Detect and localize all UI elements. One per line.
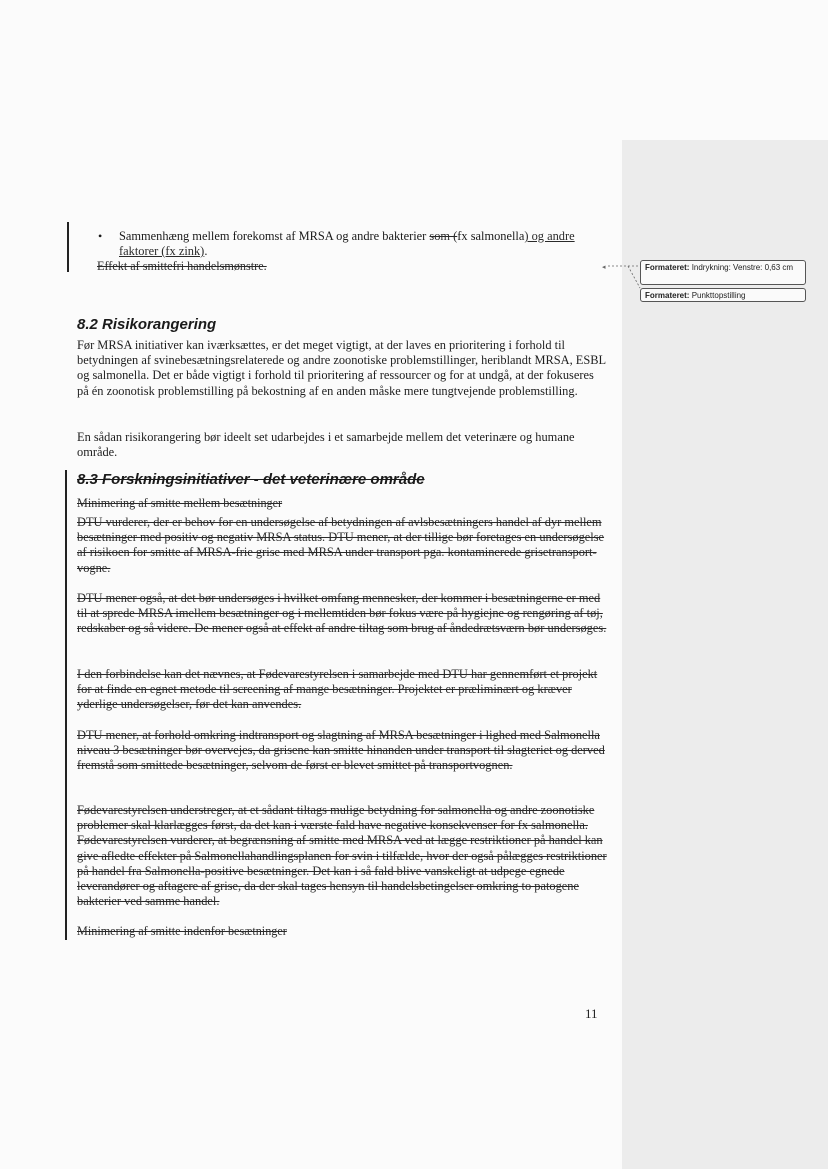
paragraph-text: Fødevarestyrelsen understreger, at et sådant tiltags mulige betydning for salmonella og andre zoonotiske problemer skal klarlægges først, da det kan i værste fald have negative konsekvenser for fx salmonella. Fødevarestyrelsen vurderer, at begrænsning af smitte med MRSA ved at lægge restriktioner på handel kan give afledte effekter på Salmonellahandlingsplanen for svin i tilfælde, hvor der også pålægges restriktioner på handel fra Salmonella-positive besætninger. Det kan i så fald blive vanskeligt at udpege egnede leverandører og aftagere af grise, da der skal tages hensyn til handelsbetingelser omkring to patogene bakterier ved samme handel. bbox=[77, 803, 607, 909]
paragraph-text: I den forbindelse kan det nævnes, at Fødevarestyrelsen i samarbejde med DTU har gennemført et projekt for at finde en egnet metode til screening af mange besætninger. Projektet er præliminært og kræver yderlige undersøgelser, før det kan anvendes. bbox=[77, 667, 598, 712]
section-heading: 8.2 Risikorangering bbox=[77, 316, 217, 333]
deleted-paragraph bbox=[77, 803, 607, 909]
deleted-paragraph bbox=[77, 667, 607, 713]
inserted-text: ) og andre bbox=[524, 229, 575, 243]
subheading-deleted: Minimering af smitte mellem besætninger bbox=[77, 496, 283, 510]
paragraph-text: DTU mener, at forhold omkring indtransport og slagtning af MRSA besætninger i lighed med Salmonella niveau 3 besætninger bør overvejes, da grisene kan smitte hinanden under transport til slagteriet og derved fremstå som smittede besætninger, selvom de først er blevet smittet på transportvognen. bbox=[77, 728, 605, 773]
deleted-paragraph bbox=[77, 728, 607, 774]
bullet-marker: • bbox=[98, 229, 103, 243]
balloon-label: Formateret: bbox=[645, 291, 690, 300]
paragraph-text: DTU vurderer, der er behov for en undersøgelse af betydningen af avlsbesætningers handel af dyr mellem besætninger med positiv og negativ MRSA status. DTU mener, at der tillige bør foretages en undersøgelse af risikoen for smitte af MRSA-frie grise med MRSA under transport pga. kontaminerede grisetransport-vogne. bbox=[77, 515, 605, 575]
deleted-bullet-line: Effekt af smittefri handelsmønstre. bbox=[97, 259, 267, 273]
balloon-text: Punkttopstilling bbox=[691, 291, 746, 300]
deleted-paragraph bbox=[77, 515, 607, 576]
format-comment-balloon[interactable] bbox=[640, 288, 806, 302]
deleted-paragraph bbox=[77, 591, 607, 637]
deleted-text: som ( bbox=[429, 229, 458, 243]
balloon-text: Indrykning: Venstre: 0,63 cm bbox=[691, 263, 794, 272]
change-bar bbox=[65, 470, 67, 940]
format-comment-balloon[interactable] bbox=[640, 260, 806, 285]
change-bar bbox=[67, 222, 69, 272]
svg-text:◂: ◂ bbox=[602, 263, 606, 271]
inserted-text: faktorer (fx zink) bbox=[119, 244, 205, 258]
page-number: 11 bbox=[585, 1006, 598, 1021]
paragraph-text: Før MRSA initiativer kan iværksættes, er det meget vigtigt, at der laves en prioritering i forhold til betydningen af svinebesætningsrelaterede og andre zoonotiske problemstillinger, heriblandt MRSA, ESBL og salmonella. Det er både vigtigt i forhold til prioritering af ressourcer og for at undgå, at der fokuseres på én zoonotisk problemstilling på bekostning af en anden måske mere tungtvejende problemstilling. bbox=[77, 338, 606, 398]
paragraph-text: En sådan risikorangering bør ideelt set udarbejdes i et samarbejde mellem det veterinære og humane område. bbox=[77, 430, 575, 460]
balloon-connector bbox=[600, 258, 645, 298]
subheading-deleted: Minimering af smitte indenfor besætninger bbox=[77, 924, 287, 938]
paragraph bbox=[77, 338, 607, 399]
balloon-label: Formateret: bbox=[645, 263, 690, 272]
paragraph bbox=[77, 430, 607, 460]
paragraph-text: DTU mener også, at det bør undersøges i hvilket omfang mennesker, der kommer i besætningerne er med til at sprede MRSA imellem besætninger og i mellemtiden bør fokus være på hygiejne og rengøring af tøj, redskaber og så videre. De mener også at effekt af andre tiltag som brug af åndedrætsværn bør undersøges. bbox=[77, 591, 607, 636]
section-heading-deleted: 8.3 Forskningsinitiativer - det veterinære område bbox=[77, 471, 425, 488]
bullet-text: Sammenhæng mellem forekomst af MRSA og andre bakterier bbox=[119, 229, 430, 243]
bullet-item bbox=[119, 229, 609, 259]
bullet-text: . bbox=[204, 244, 208, 258]
bullet-text: fx salmonella bbox=[457, 229, 525, 243]
